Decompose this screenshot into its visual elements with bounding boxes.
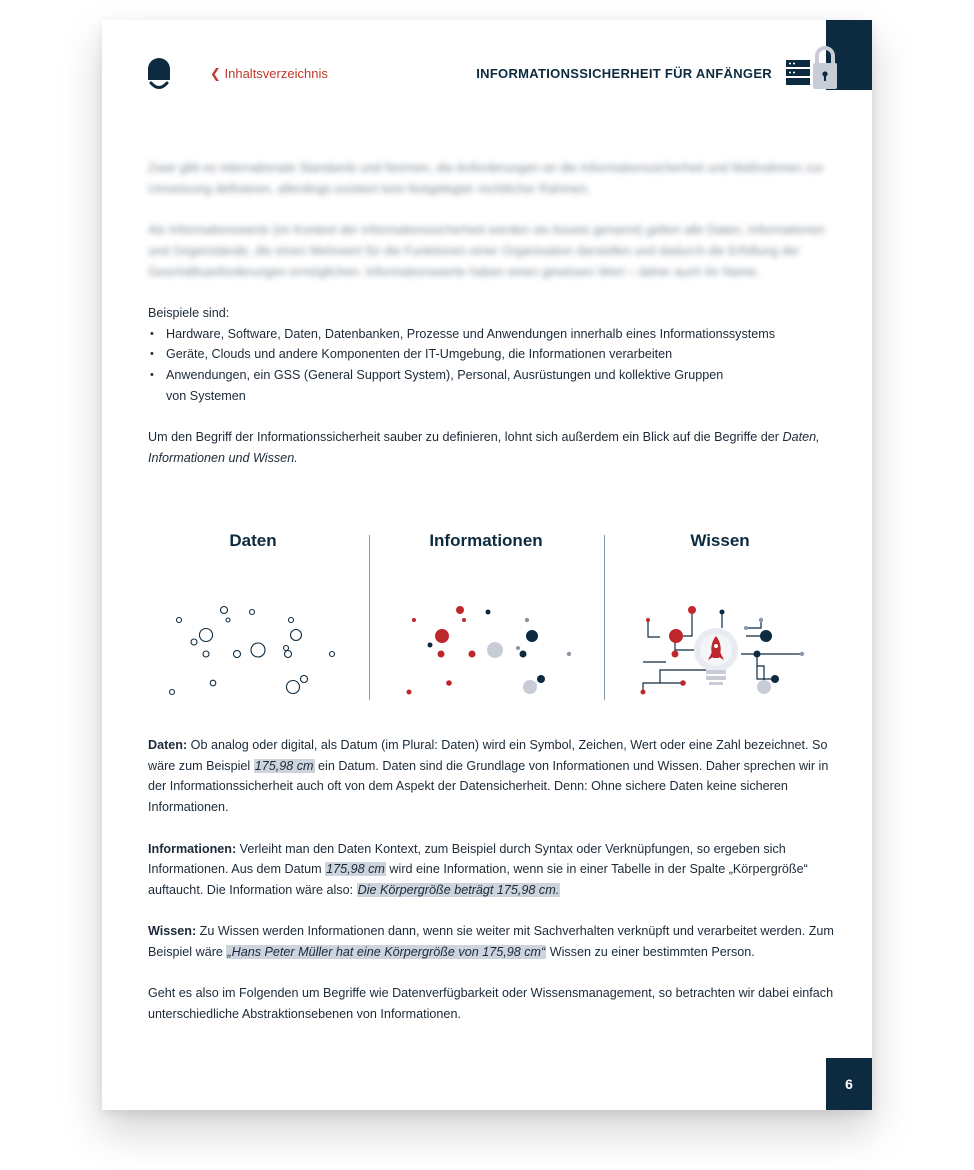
data-information-knowledge-diagram <box>148 525 838 705</box>
diagram-title-informationen: Informationen <box>429 531 543 550</box>
definition-text: ein Datum. Daten sind die Grundlage von Informationen und Wissen. Daher sprechen wir in der Informationssicherheit auch oft von dem Aspekt der Datensicherheit. Denn: Ohne sichere Daten keine sicheren Informationen. <box>148 758 829 815</box>
document-title: INFORMATIONSSICHERHEIT FÜR ANFÄNGER <box>476 66 772 81</box>
brand-logo-icon <box>148 58 170 92</box>
definition-text: Zu Wissen werden Informationen dann, wenn sie weiter mit Sachverhalten verknüpft und verarbeitet werden. Zum Beispiel wäre <box>148 924 834 959</box>
informationen-dots-graphic <box>382 580 602 705</box>
diagram-divider <box>369 535 370 700</box>
diagram-title-wissen: Wissen <box>690 531 750 550</box>
definition-wissen <box>148 921 838 962</box>
definition-term: Daten: <box>148 738 188 752</box>
definition-lead: Um den Begriff der Informationssicherheit sauber zu definieren, lohnt sich außerdem ein Blick auf die Begriffe der <box>148 430 779 445</box>
definition-daten <box>148 735 838 818</box>
blurred-paragraph: Als Informationswerte (im Kontext der Informationssicherheit werden sie Assets genannt) gelten alle Daten, Informationen und Gegenstände, die einen Mehrwert für die Funktionen einer Organisation darstellen und dadurch die Erfüllung der Geschäftsanforderungen ermöglichen. Informationswerte haben einen gewissen Wert – daher auch ihr Name. <box>148 223 825 279</box>
definitions-section <box>148 735 838 1025</box>
definition-informationen <box>148 839 838 901</box>
definition-text: Ob analog oder digital, als Datum (im Plural: Daten) wird ein Symbol, Zeichen, Wert oder eine Zahl bezeichnet. So wäre zum Beispiel <box>148 738 828 773</box>
page-number: 6 <box>826 1058 872 1110</box>
diagram-divider <box>604 535 605 700</box>
highlighted-example: 175,98 cm <box>326 862 385 877</box>
highlighted-example: Die Körpergröße beträgt 175,98 cm. <box>357 882 560 897</box>
definition-terms: Daten, Informationen und Wissen. <box>148 430 820 465</box>
document-page <box>102 20 872 1110</box>
list-item: • Anwendungen, ein GSS (General Support System), Personal, Ausrüstungen und kollektive Gruppen von Systemen <box>148 365 746 406</box>
definition-term: Informationen: <box>148 841 237 856</box>
examples-list <box>148 324 833 407</box>
definition-text: Wissen zu einer bestimmten Person. <box>546 945 755 959</box>
closing-paragraph: Geht es also im Folgenden um Begriffe wie Datenverfügbarkeit oder Wissensmanagement, so betrachten wir dabei einfach unterschiedliche Abstraktionsebenen von Informationen. <box>148 986 834 1022</box>
definition-term: Wissen: <box>148 924 197 939</box>
server-lock-icon <box>786 42 838 92</box>
list-item: • Hardware, Software, Daten, Datenbanken, Prozesse und Anwendungen innerhalb eines Informationssystems <box>148 324 833 345</box>
diagram-title-daten: Daten <box>229 531 277 550</box>
examples-intro: Beispiele sind: <box>148 305 230 320</box>
definition-intro <box>148 427 833 468</box>
table-of-contents-link[interactable]: ❮ Inhaltsverzeichnis <box>210 66 328 81</box>
list-item: • Geräte, Clouds und andere Komponenten der IT-Umgebung, die Informationen verarbeiten <box>148 344 833 365</box>
daten-scatter-graphic <box>148 580 368 705</box>
definition-text: Verleiht man den Daten Kontext, zum Beispiel durch Syntax oder Verknüpfungen, so ergeben sich Informationen. Aus dem Datum <box>148 841 786 877</box>
highlighted-example: „Hans Peter Müller hat eine Körpergröße von 175,98 cm“ <box>227 945 546 959</box>
definition-text: wird eine Information, wenn sie in einer Tabelle in der Spalte „Körpergröße“ auftaucht. Die Information wäre also: <box>148 862 808 897</box>
intro-section <box>148 158 833 469</box>
highlighted-example: 175,98 cm <box>254 758 314 773</box>
blurred-paragraph: Zwar gibt es internationale Standards und Normen, die Anforderungen an die Informationssicherheit und Maßnahmen zur Umsetzung definieren, allerdings existiert kein festgelegter rechtlicher Rahmen. <box>148 161 824 196</box>
wissen-network-graphic <box>616 580 838 705</box>
